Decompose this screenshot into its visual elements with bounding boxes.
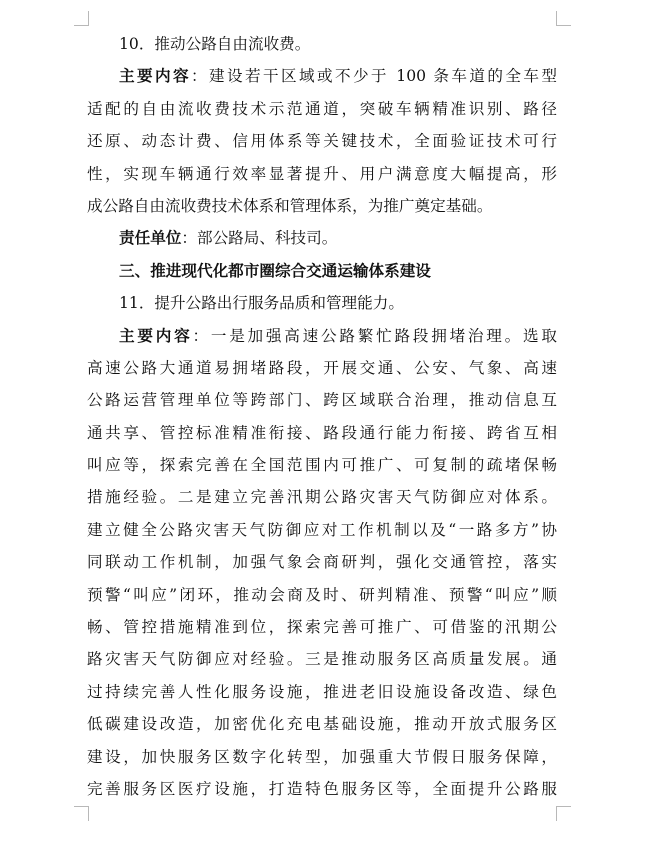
crop-mark-bottom-right (556, 806, 571, 821)
main-content-text: ：一是加强高速公路繁忙路段拥堵治理。选取 (192, 326, 557, 345)
crop-mark-top-left (74, 11, 89, 26)
section-11-main-line: 建立健全公路灾害天气防御应对工作机制以及“一路多方”协 (87, 520, 557, 539)
section-11-main-line: 完善服务区医疗设施，打造特色服务区等，全面提升公路服 (87, 779, 557, 798)
section-10-title: 10．推动公路自由流收费。 (119, 35, 311, 53)
section-11-main-line: 高速公路大通道易拥堵路段，开展交通、公安、气象、高速 (87, 358, 557, 377)
main-content-label: 主要内容 (119, 326, 193, 345)
section-10-main-line (87, 60, 557, 92)
section-11-main-line: 通共享、管控标准精准衔接、路段通行能力衔接、跨省互相 (87, 423, 557, 442)
section-11-main-line: 过持续完善人性化服务设施，推进老旧设施设备改造、绿色 (87, 682, 557, 701)
crop-mark-bottom-left (74, 806, 89, 821)
section-11-main-line: 低碳建设改造，加密优化充电基础设施，推动开放式服务区 (87, 715, 557, 734)
main-content-label: 主要内容 (119, 67, 191, 86)
section-11-title: 11．提升公路出行服务品质和管理能力。 (119, 294, 404, 313)
section-11-main-line: 同联动工作机制，加强气象会商研判，强化交通管控，落实 (87, 553, 557, 572)
responsible-unit-value: ：部公路局、科技司。 (181, 229, 338, 248)
main-content-text: ：建设若干区域或不少于 100 条车道的全车型 (190, 67, 557, 86)
document-body (87, 28, 557, 805)
section-11-main-line: 叫应等，探索完善在全国范围内可推广、可复制的疏堵保畅 (87, 456, 557, 475)
section-11-main-line: 措施经验。二是建立完善汛期公路灾害天气防御应对体系。 (87, 488, 557, 507)
section-11-main-line: 畅、管控措施精准到位，探索完善可推广、可借鉴的汛期公 (87, 618, 557, 637)
crop-mark-top-right (556, 11, 571, 26)
section-11-main-line: 建设，加快服务区数字化转型，加强重大节假日服务保障， (87, 747, 557, 766)
chapter-heading: 三、推进现代化都市圈综合交通运输体系建设 (119, 261, 431, 280)
section-11-main-line: 预警“叫应”闭环，推动会商及时、研判精准、预警“叫应”顺 (87, 585, 557, 604)
section-10-main-line: 适配的自由流收费技术示范通道，突破车辆精准识别、路径 (87, 99, 557, 118)
responsible-unit-label: 责任单位 (119, 229, 182, 248)
section-10-main-line: 性，实现车辆通行效率显著提升、用户满意度大幅提高，形 (87, 164, 557, 183)
section-10-responsible-unit (87, 222, 557, 254)
section-11-main-line (87, 320, 557, 352)
section-10-main-line: 成公路自由流收费技术体系和管理体系，为推广奠定基础。 (87, 196, 493, 215)
section-10-main-line: 还原、动态计费、信用体系等关键技术，全面验证技术可行 (87, 132, 557, 151)
section-11-main-line: 公路运营管理单位等跨部门、跨区域联合治理，推动信息互 (87, 391, 557, 410)
section-11-main-line: 路灾害天气防御应对经验。三是推动服务区高质量发展。通 (87, 650, 557, 669)
